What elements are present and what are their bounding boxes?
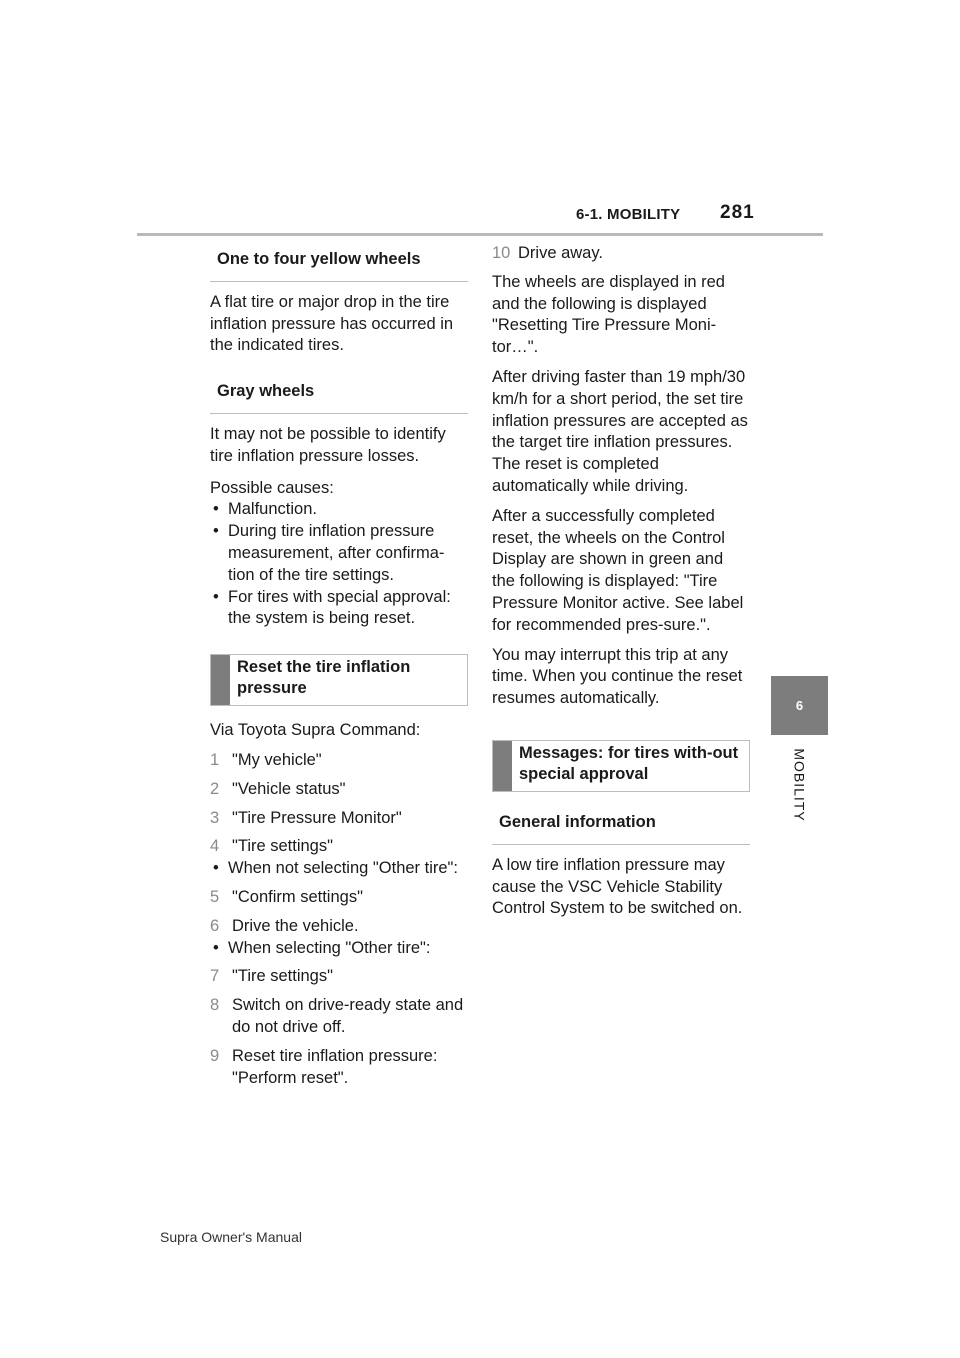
step-text: Drive the vehicle. [232,916,359,935]
right-column [492,243,750,928]
cause-item: • During tire inflation pressure measurement, after confirma-tion of the tire settings. [210,521,468,586]
step-item [210,887,468,909]
chapter-tab: 6 [771,676,828,735]
step-number: 1 [210,750,220,769]
step-item [492,243,750,265]
step-text: "Tire Pressure Monitor" [232,808,402,827]
step-number: 5 [210,887,220,906]
step-text: "Confirm settings" [232,887,363,906]
heading-bar [493,741,512,791]
step-text: "Vehicle status" [232,779,346,798]
step-number: 10 [492,244,511,262]
causes-intro: Possible causes: [210,478,334,497]
reset-heading-box [210,654,468,706]
step-item [210,808,468,830]
general-info-heading: General information [492,806,750,845]
step-text: Drive away. [518,244,603,262]
step-text: Switch on drive-ready state and do not drive off. [232,996,464,1036]
branch-b: • When selecting "Other tire": [210,938,468,960]
cause-item: • For tires with special approval: the system is being reset. [210,587,468,631]
section-title: 6-1. MOBILITY [576,206,681,223]
cause-item: • Malfunction. [210,499,468,521]
yellow-wheels-text: A flat tire or major drop in the tire inflation pressure has occurred in the indicated tires. [210,292,454,355]
general-info-text: A low tire inflation pressure may cause the VSC Vehicle Stability Control System to be switched on. [492,855,743,918]
step-number: 7 [210,967,220,986]
chapter-label-text: MOBILITY [791,748,808,822]
step-item [210,779,468,801]
step-text: "Tire settings" [232,837,333,856]
gray-wheels-heading: Gray wheels [210,375,468,414]
header-rule [137,233,823,236]
step-item [210,1046,468,1090]
body-paragraph: The wheels are displayed in red and the following is displayed "Resetting Tire Pressure Moni-tor…". [492,272,725,357]
step-number: 2 [210,779,220,798]
branch-a: • When not selecting "Other tire": [210,858,468,880]
step-item [210,995,468,1039]
manual-title: Supra Owner's Manual [160,1229,302,1245]
step-item [210,750,468,772]
page-number: 281 [720,202,755,223]
reset-intro: Via Toyota Supra Command: [210,721,421,740]
step-number: 9 [210,1046,220,1065]
step-text: Reset tire inflation pressure: "Perform reset". [232,1046,438,1087]
messages-heading: Messages: for tires with-out special approval [519,743,739,783]
yellow-wheels-heading: One to four yellow wheels [210,243,468,282]
step-number: 8 [210,996,220,1015]
heading-bar [211,655,230,705]
step-number: 4 [210,837,220,856]
gray-wheels-text: It may not be possible to identify tire inflation pressure losses. [210,424,446,465]
step-number: 6 [210,916,220,935]
left-column [210,243,468,1096]
messages-heading-box [492,740,750,792]
step-text: "My vehicle" [232,750,322,769]
reset-heading: Reset the tire inflation pressure [237,658,411,698]
step-text: "Tire settings" [232,967,333,986]
step-item [210,836,468,858]
body-paragraph: After driving faster than 19 mph/30 km/h for a short period, the set tire inflation pressures are accepted as the target tire inflation pressures. The reset is completed automatically while driving. [492,367,748,495]
body-paragraph: After a successfully completed reset, the wheels on the Control Display are shown in green and the following is displayed: "Tire Pressure Monitor active. See label for recommended pres-sure.". [492,506,744,634]
step-number: 3 [210,808,220,827]
body-paragraph: You may interrupt this trip at any time. When you continue the reset resumes automatically. [492,645,743,708]
step-item [210,916,468,938]
chapter-label [771,740,828,830]
step-item [210,966,468,988]
